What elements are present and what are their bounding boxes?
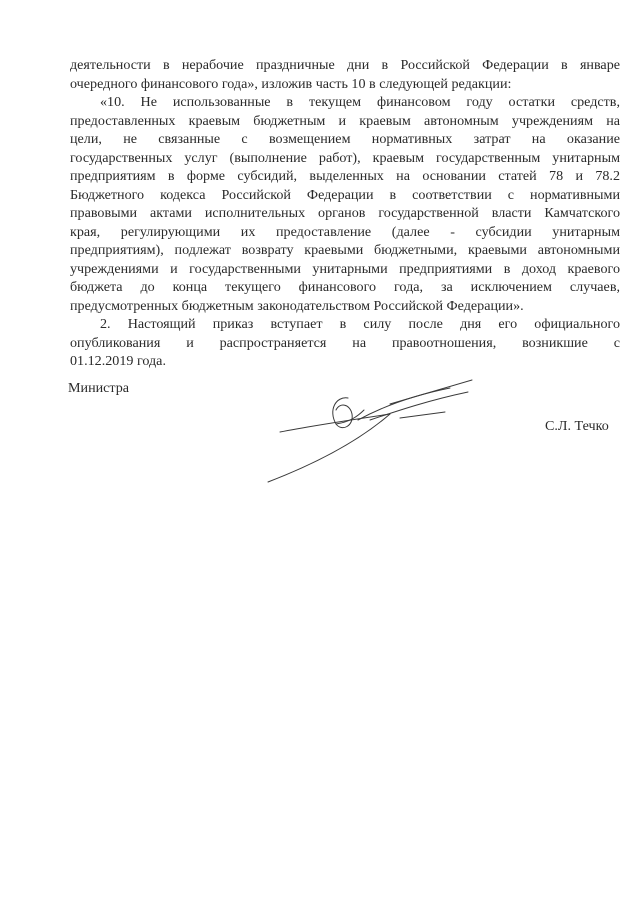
text-line: предприятиям), подлежат возврату краевыми бюджетными, краевыми автономными: [70, 242, 620, 258]
text-line: учреждениями и государственными унитарными предприятиями в доход краевого: [70, 260, 620, 277]
signatory-name: С.Л. Течко: [545, 418, 609, 434]
paragraph-quote: [70, 93, 620, 315]
document-body: [70, 56, 620, 371]
text-line: предусмотренных бюджетным законодательством Российской Федерации».: [70, 297, 524, 314]
text-line: Бюджетного кодекса Российской Федерации в соответствии с нормативными: [70, 186, 620, 203]
text-line: правовыми актами исполнительных органов государственной власти Камчатского: [70, 205, 620, 221]
text-line: опубликования и распространяется на правоотношения, возникшие с: [70, 334, 620, 351]
text-line: 01.12.2019 года.: [70, 353, 166, 369]
text-line: очередного финансового года», изложив часть 10 в следующей редакции:: [70, 75, 512, 92]
signatory-position: Министра: [68, 380, 130, 396]
paragraph-2: [70, 315, 620, 371]
text-line: цели, не связанные с возмещением нормативных затрат на оказание: [70, 131, 620, 147]
text-line: «10. Не использованные в текущем финансовом году остатки средств,: [100, 94, 620, 110]
text-line: предприятиям в форме субсидий, выделенных на основании статей 78 и 78.2: [70, 168, 620, 184]
text-line: края, регулирующими их предоставление (далее - субсидии унитарным: [70, 223, 620, 240]
handwritten-signature: [240, 370, 480, 490]
text-line: предоставленных краевым бюджетным и краевым автономным учреждениям на: [70, 112, 620, 129]
text-line: государственных услуг (выполнение работ), краевым государственным унитарным: [70, 149, 620, 166]
signature-block: [0, 370, 640, 490]
text-line: деятельности в нерабочие праздничные дни в Российской Федерации в январе: [70, 57, 620, 73]
text-line: 2. Настоящий приказ вступает в силу после дня его официального: [100, 316, 620, 332]
paragraph-continuation: [70, 56, 620, 93]
text-line: бюджета до конца текущего финансового года, за исключением случаев,: [70, 279, 620, 295]
